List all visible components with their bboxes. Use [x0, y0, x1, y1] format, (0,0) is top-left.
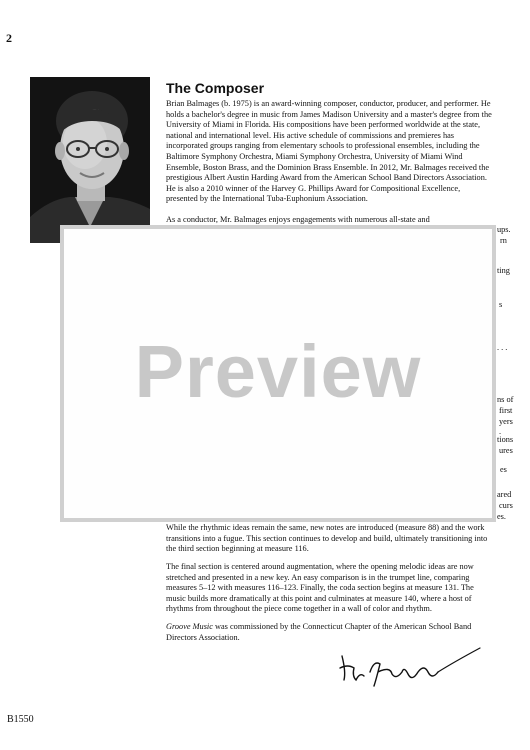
commission-paragraph — [166, 622, 494, 643]
preview-watermark: Preview — [134, 330, 422, 413]
text-fragment: ns of — [497, 395, 514, 404]
text-fragment: ures — [499, 446, 513, 455]
preview-overlay — [60, 225, 496, 522]
catalog-code: B1550 — [7, 714, 34, 725]
composer-signature — [334, 642, 484, 690]
text-fragment: . — [499, 427, 502, 436]
text-fragment: rn — [500, 236, 507, 245]
augmentation-paragraph: The final section is centered around augmentation, where the opening melodic ideas are now stretched and presented in a new key. An easy comparison is in the trumpet line, comparing measures 5–12 with measures 116–123. Finally, the coda section begins at measure 131. The music builds more dramatically at this point and culminates at measure 140, where a host of rhythms from throughout the piece come together in a wall of color and rhythm. — [166, 562, 474, 614]
text-fragment: yers — [499, 417, 513, 426]
text-fragment: . . . — [497, 343, 508, 352]
text-fragment: tions — [497, 435, 514, 444]
text-fragment: s — [499, 300, 503, 309]
bio-paragraph: Brian Balmages (b. 1975) is an award-winning composer, conductor, producer, and performer. He holds a bachelor's degree in music from James Madison University and a master's degree from the University of Miami in Florida. His compositions have been performed worldwide at the state, national and international level. His active schedule of commissions and premieres has incorporated groups ranging from elementary schools to professional ensembles, including the Baltimore Symphony Orchestra, Miami Symphony Orchestra, University of Miami Wind Ensemble, Boston Brass, and the Dominion Brass Ensemble. In 2012, Mr. Balmages received the prestigious Albert Austin Harding Award from the American School Band Directors Association. He is also a 2010 winner of the Harvey G. Phillips Award for Compositional Excellence, presented by the International Tuba-Euphonium Association. — [166, 99, 492, 204]
text-fragment: curs — [499, 501, 513, 510]
conductor-paragraph-start: As a conductor, Mr. Balmages enjoys engagements with numerous all-state and — [166, 215, 430, 224]
composer-photo — [30, 77, 150, 243]
text-fragment: first — [499, 406, 513, 415]
work-title: Groove Music — [166, 622, 213, 631]
text-fragment: ting — [497, 266, 510, 275]
page-number: 2 — [6, 31, 12, 45]
text-fragment: es. — [497, 512, 506, 521]
fugue-paragraph: While the rhythmic ideas remain the same, new notes are introduced (measure 88) and the work transitions into a fugue. This section continues to develop and build, ultimately transitioning into the third section beginning at measure 116. — [166, 523, 488, 554]
commission-text: was commissioned by the Connecticut Chapter of the American School Band Directors Association. — [166, 622, 472, 642]
text-fragment: ups. — [497, 225, 511, 234]
section-heading: The Composer — [166, 80, 265, 96]
text-fragment: ared — [497, 490, 512, 499]
text-fragment: es — [500, 465, 507, 474]
